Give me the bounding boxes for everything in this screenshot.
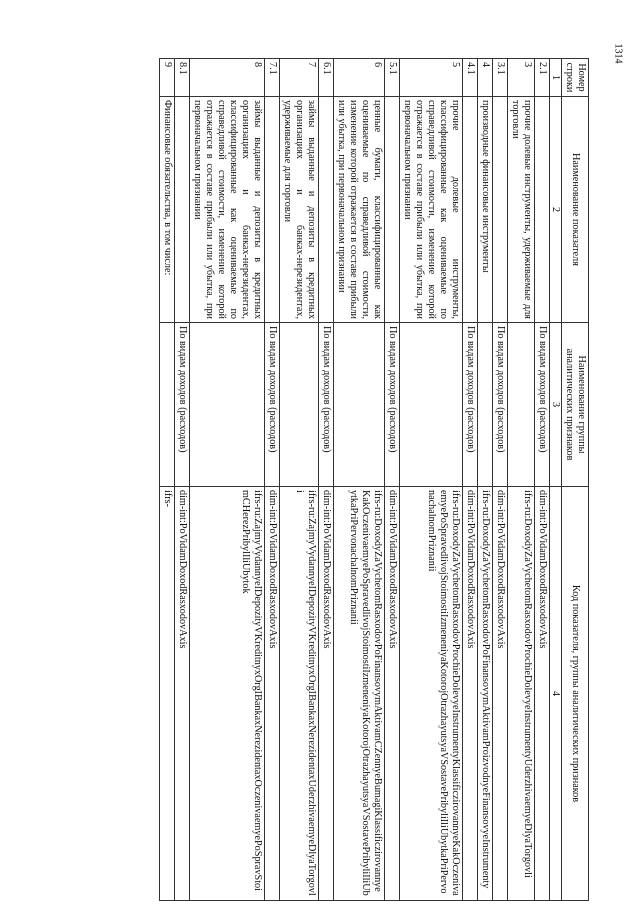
- indicator-name: [319, 97, 334, 323]
- group-name: По видам доходов (расходов): [535, 323, 550, 487]
- table-row: [319, 59, 334, 901]
- indicator-name: займы выданные и депозиты в кредитных организациях и банках-нерезидентах, классифицированные как оцениваемые по справедливой стоимости, изменение которой отражается в составе прибыли или убытка, при первоначальном признании: [190, 97, 265, 323]
- group-name: [280, 323, 319, 487]
- page-number: 1314: [612, 43, 624, 64]
- indicator-code: ifrs-ru:DoxodyZaVychetomRasxodovPoFinansovymAktivamCZennyeBumagiKlassificzirovannyeKakOczenivaemyePoSpravedlivojStoimostiIzmeneniyaKotorojOtrazhayutsyaVSostavePribyliIliUbytkaPriPervonachalnomPriznanii: [334, 487, 385, 901]
- row-number: 5: [400, 59, 463, 97]
- row-number: 3: [508, 59, 535, 97]
- table-row: [478, 59, 493, 901]
- row-number: 5.1: [385, 59, 400, 97]
- table-row: [463, 59, 478, 901]
- indicator-name: [493, 97, 508, 323]
- indicator-code: ifrs-ru:DoxodyZaVychetomRasxodovProchieDolevyeInstrumentyUderzhivaemyeDlyaTorgovli: [508, 487, 535, 901]
- group-name: [478, 323, 493, 487]
- group-name: [190, 323, 265, 487]
- indicator-name: прочие долевые инструменты, удерживаемые для торговли: [508, 97, 535, 323]
- rotated-page: [29, 58, 589, 900]
- row-number: 8: [190, 59, 265, 97]
- table-row: [334, 59, 385, 901]
- group-name: [508, 323, 535, 487]
- column-number: 2: [550, 97, 562, 323]
- header-indicator-name: Наименование показателя: [562, 97, 589, 323]
- table-row: [190, 59, 265, 901]
- table-row: [508, 59, 535, 901]
- group-name: По видам доходов (расходов): [385, 323, 400, 487]
- header-row-number: Номер строки: [562, 59, 589, 97]
- indicator-code: ifrs-: [160, 487, 175, 901]
- group-name: По видам доходов (расходов): [493, 323, 508, 487]
- indicator-name: Финансовые обязательства, в том числе:: [160, 97, 175, 323]
- row-number: 3.1: [493, 59, 508, 97]
- indicator-name: [385, 97, 400, 323]
- group-name: По видам доходов (расходов): [175, 323, 190, 487]
- row-number: 8.1: [175, 59, 190, 97]
- indicator-name: [463, 97, 478, 323]
- indicator-name: [175, 97, 190, 323]
- row-number: 4.1: [463, 59, 478, 97]
- row-number: 6: [334, 59, 385, 97]
- group-name: [160, 323, 175, 487]
- table-row: [160, 59, 175, 901]
- indicator-code: ifrs-ru:DoxodyZaVychetomRasxodovProchieDolevyeInstrumentyKlassificzirovannyeKakOczenivaemyePoSpravedlivojStoimostiIzmeneniyaKotorojOtrazhayutsyaVSostavePribyliIliUbytkaPriPervonachalnomPriznanii: [400, 487, 463, 901]
- row-number: 7: [280, 59, 319, 97]
- group-name: [400, 323, 463, 487]
- table-row: [385, 59, 400, 901]
- table-header-row: [562, 59, 589, 901]
- column-number: 3: [550, 323, 562, 487]
- row-number: 4: [478, 59, 493, 97]
- indicator-code: dim-int:PoVidamDoxodRasxodovAxis: [319, 487, 334, 901]
- indicator-name: [265, 97, 280, 323]
- indicator-name: ценные бумаги, классифицированные как оцениваемые по справедливой стоимости, изменение которой отражается в составе прибыли или убытка, при первоначальном признании: [334, 97, 385, 323]
- row-number: 6.1: [319, 59, 334, 97]
- indicator-code: ifrs-ru:ZajmyVydannyeIDepozityVKreditnyxOrgIBankaxNerezidentaxUderzhivaemyeDlyaTorgovli: [280, 487, 319, 901]
- indicator-code: dim-int:PoVidamDoxodRasxodovAxis: [385, 487, 400, 901]
- indicator-table: [159, 58, 589, 901]
- table-row: [535, 59, 550, 901]
- indicator-name: займы выданные и депозиты в кредитных организациях и банках-нерезидентах, удерживаемые для торговли: [280, 97, 319, 323]
- indicator-code: ifrs-ru:ZajmyVydannyeIDepozityVKreditnyxOrgIBankaxNerezidentaxOczenivaemyePoSpravStoimCHerezPribylIliUbytok: [190, 487, 265, 901]
- table-row: [265, 59, 280, 901]
- table-row: [280, 59, 319, 901]
- row-number: 2.1: [535, 59, 550, 97]
- table-row: [175, 59, 190, 901]
- indicator-code: dim-int:PoVidamDoxodRasxodovAxis: [535, 487, 550, 901]
- row-number: 9: [160, 59, 175, 97]
- row-number: 7.1: [265, 59, 280, 97]
- group-name: По видам доходов (расходов): [463, 323, 478, 487]
- column-number: 4: [550, 487, 562, 901]
- group-name: По видам доходов (расходов): [265, 323, 280, 487]
- header-group-name: Наименование группы аналитических признаков: [562, 323, 589, 487]
- indicator-code: dim-int:PoVidamDoxodRasxodovAxis: [175, 487, 190, 901]
- indicator-code: ifrs-ru:DoxodyZaVychetomRasxodovPoFinansovymAktivamProizvodnyeFinansovyeInstrumenty: [478, 487, 493, 901]
- group-name: По видам доходов (расходов): [319, 323, 334, 487]
- indicator-code: dim-int:PoVidamDoxodRasxodovAxis: [493, 487, 508, 901]
- group-name: [334, 323, 385, 487]
- indicator-name: [535, 97, 550, 323]
- indicator-name: производные финансовые инструменты: [478, 97, 493, 323]
- table-row: [493, 59, 508, 901]
- table-row: [400, 59, 463, 901]
- indicator-name: прочие долевые инструменты, классифицированные как оцениваемые по справедливой стоимости, изменение которой отражается в составе прибыли или убытка, при первоначальном признании: [400, 97, 463, 323]
- column-number: 1: [550, 59, 562, 97]
- indicator-code: dim-int:PoVidamDoxodRasxodovAxis: [463, 487, 478, 901]
- indicator-code: dim-int:PoVidamDoxodRasxodovAxis: [265, 487, 280, 901]
- header-code: Код показателя, группы аналитических признаков: [562, 487, 589, 901]
- column-number-row: [550, 59, 562, 901]
